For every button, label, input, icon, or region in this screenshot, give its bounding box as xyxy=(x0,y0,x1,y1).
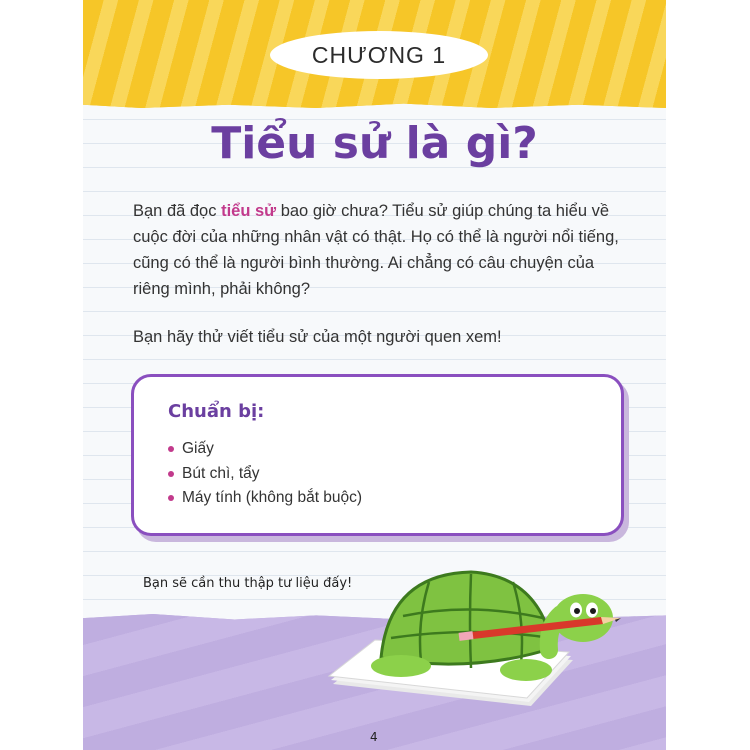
caption-text: Bạn sẽ cần thu thập tư liệu đấy! xyxy=(143,576,353,591)
list-item-label: Máy tính (không bắt buộc) xyxy=(182,489,363,506)
intro-text-start: Bạn đã đọc xyxy=(133,202,222,220)
bullet-icon xyxy=(168,446,174,452)
list-item xyxy=(168,462,362,487)
list-item-label: Giấy xyxy=(182,440,214,457)
intro-text-end: bao giờ chưa? Tiểu sử giúp chúng ta hiểu về cuộc đời của những nhân vật có thật. Họ có thể là người nổi tiếng, cũng có thể là người bình thường. Ai chẳng có câu chuyện của riêng mình, phải không? xyxy=(133,202,619,298)
highlighted-term: tiểu sử xyxy=(221,202,277,220)
preparation-list xyxy=(168,437,362,511)
turtle-leg-icon xyxy=(371,655,431,677)
intro-paragraph xyxy=(133,198,628,302)
page-title: Tiểu sử là gì? xyxy=(211,118,538,169)
preparation-box xyxy=(131,374,624,536)
book-page xyxy=(83,0,666,750)
chapter-label-text: CHƯƠNG 1 xyxy=(311,41,447,68)
list-item xyxy=(168,437,362,462)
page-number: 4 xyxy=(370,730,378,744)
list-item xyxy=(168,486,362,511)
bullet-icon xyxy=(168,495,174,501)
turtle-shell-icon xyxy=(381,572,553,668)
list-item-label: Bút chì, tẩy xyxy=(182,464,260,482)
turtle-illustration xyxy=(321,566,631,716)
bullet-icon xyxy=(168,471,174,477)
chapter-label xyxy=(270,31,488,79)
turtle-leg-icon xyxy=(500,659,552,681)
preparation-title: Chuẩn bị: xyxy=(168,401,265,422)
prompt-paragraph: Bạn hãy thử viết tiểu sử của một người quen xem! xyxy=(133,328,502,346)
